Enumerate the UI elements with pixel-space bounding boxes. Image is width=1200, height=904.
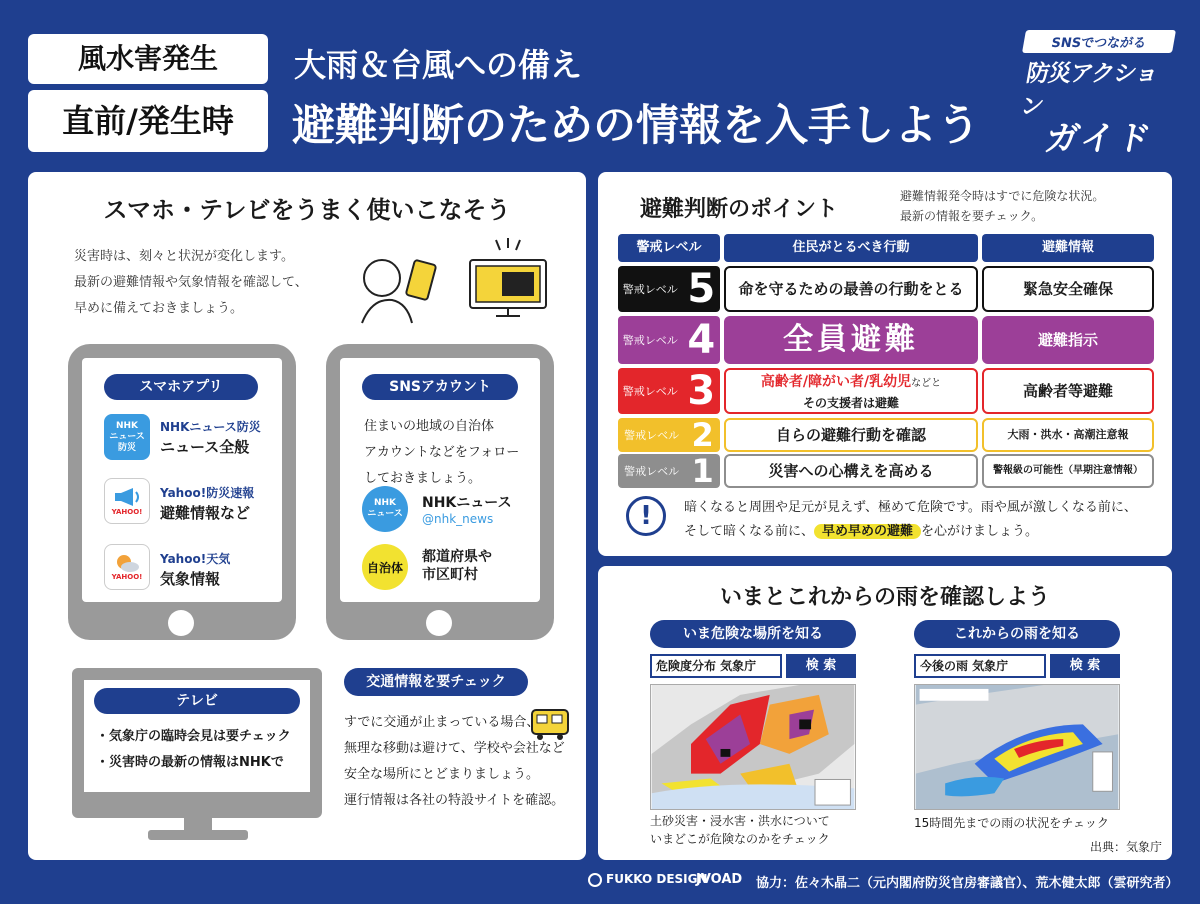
intro-line: 最新の避難情報や気象情報を確認して、 [74,275,308,290]
level-number: 4 [687,317,716,363]
header-tag-bottom: 直前/発生時 [28,90,268,152]
rain-forecast-map [914,684,1120,810]
rain-future-pill: これからの雨を知る [914,620,1120,648]
nhk-account-name: NHKニュース [422,495,512,511]
left-intro [74,244,308,322]
yahoo-weather-app-icon [104,544,150,590]
col-header-info: 避難情報 [982,234,1154,262]
tv-item: ・気象庁の臨時会見は要チェック [96,729,291,744]
nhk-news-account-icon: NHK ニュース [362,486,408,532]
level-label: 警戒レベル [622,283,678,296]
sns-text-line: アカウントなどをフォロー [364,445,520,460]
sns-text [364,414,519,492]
rain-now-search-field[interactable]: 危険度分布 気象庁 [650,654,782,678]
intro-line: 災害時は、刻々と状況が変化します。 [74,249,294,264]
brand-top: SNSでつながる [1022,30,1176,53]
level-2-action: 自らの避難行動を確認 [724,418,978,452]
brand-logo [1018,30,1174,159]
rain-heading: いまとこれからの雨を確認しよう [719,585,1050,610]
apps-pill: スマホアプリ [104,374,258,400]
yahoo-bousai-app-icon [104,478,150,524]
level-3-action-suffix: などと [911,378,942,389]
traffic-pill: 交通情報を要チェック [344,668,528,696]
warning-highlight: 早め早めの避難 [814,524,921,539]
level-label: 警戒レベル [624,465,680,478]
level-number: 3 [687,368,716,414]
level-5-badge [618,266,720,312]
warning-line-2b: を心がけましょう。 [921,524,1039,539]
sun-cloud-icon [113,553,141,573]
level-label: 警戒レベル [624,429,680,442]
tv-illustration [466,236,550,320]
caption-line: 土砂災害・浸水害・洪水について [650,814,830,828]
level-number: 1 [691,452,714,490]
app-desc: 気象情報 [160,570,221,588]
level-1-info: 警報級の可能性（早期注意情報） [982,454,1154,488]
app-name: Yahoo!天気 [160,552,231,566]
level-5-action: 命を守るための最善の行動をとる [724,266,978,312]
level-3-badge [618,368,720,414]
traffic-line: 安全な場所にとどまりましょう。 [344,767,540,782]
col-header-action: 住民がとるべき行動 [724,234,978,262]
nhk-account-handle: @nhk_news [422,512,494,526]
sns-pill: SNSアカウント [362,374,518,400]
rain-now-pill: いま危険な場所を知る [650,620,856,648]
level-5-info: 緊急安全確保 [982,266,1154,312]
sns-text-line: 住まいの地域の自治体 [364,419,495,434]
level-3-action-targets: 高齢者/障がい者/乳幼児 [760,374,912,390]
level-2-info: 大雨・洪水・高潮注意報 [982,418,1154,452]
yahoo-logo: YAHOO! [111,508,143,516]
points-note-line: 避難情報発令時はすでに危険な状況。 [900,189,1105,203]
level-label: 警戒レベル [622,334,678,347]
city-name [422,548,492,584]
app-desc: ニュース全般 [160,438,250,456]
level-2-badge [618,418,720,452]
city-name-line: 市区町村 [422,567,478,583]
traffic-line: すでに交通が止まっている場合、 [344,715,540,730]
fukko-logo-text: FUKKO DESIGN [606,872,708,886]
person-phone-illustration [352,248,452,324]
megaphone-icon [113,486,141,508]
points-note-line: 最新の情報を要チェック。 [900,209,1044,223]
brand-mid: 防災アクション [1018,61,1160,120]
exclamation-icon: ! [626,496,666,536]
level-1-action: 災害への心構えを高める [724,454,978,488]
traffic-text [344,710,565,814]
rain-now-search-button[interactable]: 検 索 [786,654,856,678]
footer-logo-jvoad: JVOAD [696,872,743,887]
caption-line: 15時間先までの雨の状況をチェック [914,816,1109,830]
tv-stand-base [148,830,248,840]
sns-text-line: しておきましょう。 [364,471,482,486]
footer-credit: 協力：佐々木晶二（元内閣府防災官房審議官）、荒木健太郎（雲研究者） [756,876,1179,891]
app-desc: 避難情報など [160,504,251,522]
header-tag-top: 風水害発生 [28,34,268,84]
yahoo-logo: YAHOO! [111,573,143,581]
intro-line: 早めに備えておきましょう。 [74,301,244,316]
tv-item: ・災害時の最新の情報はNHKで [96,755,284,770]
footer-logo-fukko [588,872,708,887]
city-name-line: 都道府県や [422,549,492,565]
risk-distribution-map [650,684,856,810]
level-4-action: 全員避難 [724,316,978,364]
points-note [900,186,1104,226]
header-title: 避難判断のための情報を入手しよう [292,101,980,151]
traffic-line: 無理な移動は避けて、学校や会社など [344,741,565,756]
level-4-badge [618,316,720,364]
home-button [168,610,194,636]
points-heading: 避難判断のポイント [640,197,839,222]
municipality-account-icon: 自治体 [362,544,408,590]
warning-line-2 [684,520,1137,544]
level-3-info: 高齢者等避難 [982,368,1154,414]
level-number: 5 [687,266,716,312]
left-heading: スマホ・テレビをうまく使いこなそう [103,196,511,224]
level-3-action-line2: その支援者は避難 [802,396,899,410]
warning-line-2a: そして暗くなる前に、 [684,524,815,539]
level-number: 2 [691,416,714,454]
warning-line-1: 暗くなると周囲や足元が見えず、極めて危険です。雨や風が激しくなる前に、 [684,500,1137,515]
rain-future-search-button[interactable]: 検 索 [1050,654,1120,678]
app-name: NHKニュース防災 [160,420,261,434]
fukko-logo-icon [588,873,602,887]
level-3-action [724,368,978,414]
level-label: 警戒レベル [622,385,678,398]
warning-text [684,496,1137,544]
tv-items [96,724,291,776]
level-4-info: 避難指示 [982,316,1154,364]
rain-future-caption [914,814,1109,832]
nhk-bousai-app-icon: NHK ニュース 防災 [104,414,150,460]
header-subtitle: 大雨＆台風への備え [294,46,583,84]
rain-now-caption [650,812,830,848]
brand-bottom: ガイド [1041,119,1157,159]
tv-pill: テレビ [94,688,300,714]
col-header-level: 警戒レベル [618,234,720,262]
app-name: Yahoo!防災速報 [160,486,255,500]
rain-future-search-field[interactable]: 今後の雨 気象庁 [914,654,1046,678]
caption-line: いまどこが危険なのかをチェック [650,832,830,846]
rain-source: 出典：気象庁 [1090,840,1163,854]
home-button [426,610,452,636]
traffic-line: 運行情報は各社の特設サイトを確認。 [344,793,565,808]
level-1-badge [618,454,720,488]
